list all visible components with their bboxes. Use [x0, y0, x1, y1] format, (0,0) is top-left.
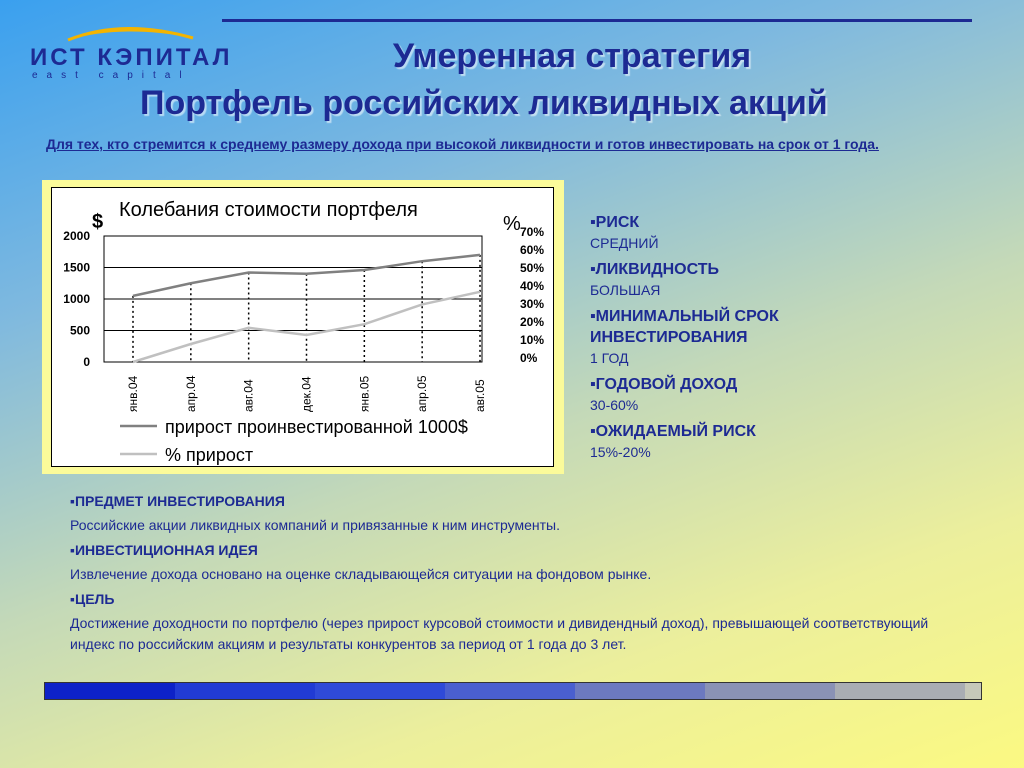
y-tick-right: 10% — [520, 333, 545, 347]
y-tick-left: 2000 — [63, 229, 90, 243]
x-tick-label: авг.04 — [241, 379, 256, 412]
details-list — [70, 492, 950, 660]
param-value: 30-60% — [590, 397, 639, 413]
param-label: ▪МИНИМАЛЬНЫЙ СРОК ИНВЕСТИРОВАНИЯ — [590, 308, 779, 346]
header-rule — [222, 19, 972, 22]
y-tick-right: 40% — [520, 279, 545, 293]
intro-text: Для тех, кто стремится к среднему размеру дохода при высокой ликвидности и готов инвестировать на срок от 1 года. — [46, 136, 879, 152]
x-tick-label: авг.05 — [473, 379, 487, 412]
chart-title: Колебания стоимости портфеля — [119, 199, 418, 221]
parameters-list — [590, 212, 920, 468]
y-tick-left: 1000 — [63, 292, 90, 306]
detail-label: ▪ИНВЕСТИЦИОННАЯ ИДЕЯ — [70, 542, 258, 558]
series-line-2 — [133, 292, 480, 362]
y-tick-left: 1500 — [63, 260, 90, 275]
param-value: СРЕДНИЙ — [590, 235, 659, 251]
left-axis-label: $ — [92, 211, 104, 233]
detail-text: Достижение доходности по портфелю (через прирост курсовой стоимости и дивидендный доход), превышающей соответствующий индекс по российским акциям и результаты конкурентов за период от 1 года до 3 лет. — [70, 615, 929, 652]
y-tick-right: 0% — [520, 351, 538, 365]
right-axis-label: % — [503, 213, 521, 235]
param-value: 1 ГОД — [590, 350, 629, 366]
footer-bar — [44, 682, 982, 700]
detail-label: ▪ЦЕЛЬ — [70, 591, 115, 607]
y-tick-right: 70% — [520, 225, 545, 239]
y-tick-left: 500 — [69, 323, 90, 338]
param-label: ▪ЛИКВИДНОСТЬ — [590, 261, 720, 278]
detail-text: Извлечение дохода основано на оценке складывающейся ситуации на фондовом рынке. — [70, 566, 652, 582]
y-tick-right: 20% — [520, 315, 545, 329]
chart-svg — [52, 188, 553, 466]
param-label: ▪ГОДОВОЙ ДОХОД — [590, 376, 738, 393]
y-tick-right: 60% — [520, 243, 545, 257]
slide-title: Умеренная стратегия — [392, 37, 752, 75]
portfolio-chart — [51, 187, 554, 467]
legend-label: прирост проинвестированной 1000$ — [165, 417, 468, 437]
param-value: БОЛЬШАЯ — [590, 282, 661, 298]
brand-subtitle: east capital — [32, 70, 191, 81]
param-value: 15%-20% — [590, 444, 651, 460]
param-label: ▪ОЖИДАЕМЫЙ РИСК — [590, 423, 756, 440]
x-tick-label: апр.05 — [415, 375, 430, 412]
detail-label: ▪ПРЕДМЕТ ИНВЕСТИРОВАНИЯ — [70, 493, 285, 509]
x-tick-label: янв.05 — [357, 375, 372, 412]
x-tick-label: апр.04 — [183, 375, 198, 412]
y-tick-right: 50% — [520, 261, 545, 275]
legend-label: % прирост — [165, 445, 254, 465]
slide-subtitle: Портфель российских ликвидных акций — [140, 84, 828, 122]
detail-text: Российские акции ликвидных компаний и привязанные к ним инструменты. — [70, 517, 560, 533]
y-tick-left: 0 — [83, 355, 90, 369]
param-label: ▪РИСК — [590, 214, 640, 231]
brand-name: ИСТ КЭПИТАЛ — [30, 44, 233, 71]
y-tick-right: 30% — [520, 297, 545, 311]
x-tick-label: янв.04 — [126, 375, 140, 412]
x-tick-label: дек.04 — [299, 376, 314, 412]
